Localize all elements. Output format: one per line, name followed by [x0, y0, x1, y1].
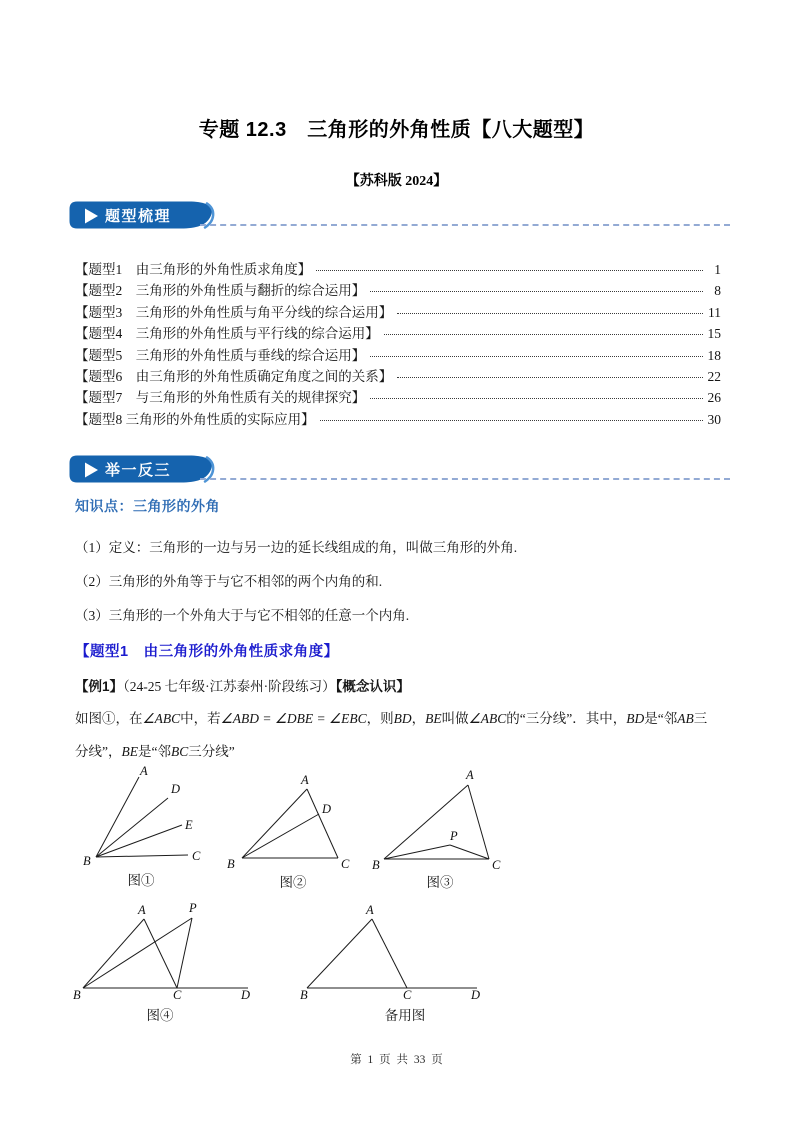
toc-page-number: 15 — [707, 326, 721, 342]
toc-item-label: 【题型8 三角形的外角性质的实际应用】 — [75, 411, 315, 427]
figure-1-angle-trisection — [78, 762, 208, 868]
toc-page-number: 26 — [707, 390, 721, 406]
example-tag: 【例1】 — [75, 679, 124, 694]
toc-item-label: 【题型6 由三角形的外角性质确定角度之间的关系】 — [75, 368, 393, 384]
page-subtitle: 【苏科版 2024】 — [345, 174, 448, 189]
figure-3-triangle-with-interior-point — [370, 763, 505, 873]
toc-page-number: 30 — [707, 411, 721, 427]
figure-2-triangle-with-cevian — [225, 765, 355, 873]
text-segment: BE — [425, 711, 442, 726]
dot-leader — [370, 356, 703, 357]
table-of-contents — [75, 258, 721, 429]
toc-item-label: 【题型3 三角形的外角性质与角平分线的综合运用】 — [75, 304, 393, 320]
toc-item-label: 【题型4 三角形的外角性质与平行线的综合运用】 — [75, 326, 379, 342]
text-segment: 如图①，在 — [75, 711, 143, 726]
dot-leader — [397, 313, 703, 314]
toc-page-number: 8 — [714, 283, 721, 299]
toc-page-number: 1 — [714, 262, 721, 277]
problem-text-line-2 — [75, 740, 235, 760]
vertex-label-C: C — [173, 988, 182, 1002]
dashed-divider — [200, 224, 730, 226]
dot-leader — [320, 420, 703, 421]
text-segment: ∠ABD = ∠DBE = ∠EBC — [220, 711, 367, 726]
toc-item-label: 【题型5 三角形的外角性质与垂线的综合运用】 — [75, 347, 366, 363]
vertex-label-B: B — [73, 988, 81, 1002]
toc-item-7[interactable] — [75, 386, 721, 407]
toc-page-number: 18 — [707, 347, 721, 363]
vertex-label-A: A — [466, 768, 474, 782]
toc-item-8[interactable] — [75, 408, 721, 429]
dot-leader — [384, 334, 703, 335]
vertex-label-D: D — [241, 988, 251, 1002]
toc-item-2[interactable] — [75, 279, 721, 300]
text-segment: ∠ABC — [468, 711, 507, 726]
toc-page-number: 22 — [707, 368, 721, 384]
text-segment: 是“邻 — [138, 744, 171, 759]
toc-item-5[interactable] — [75, 344, 721, 365]
text-segment: 三 — [693, 711, 708, 726]
knowledge-point-heading: 知识点：三角形的外角 — [75, 498, 220, 514]
banner-outline-label: 题型梳理 — [105, 208, 172, 225]
vertex-label-B: B — [372, 858, 380, 872]
figure-2-caption: 图② — [279, 875, 307, 890]
figure-4-caption: 图④ — [146, 1008, 174, 1023]
example-source: （24-25 七年级·江苏泰州·阶段练习） — [123, 679, 336, 694]
vertex-label-A: A — [301, 773, 309, 787]
knowledge-point-3: （3）三角形的一个外角大于与它不相邻的任意一个内角. — [75, 608, 410, 623]
text-segment: 的“三分线”．其中， — [506, 711, 627, 726]
vertex-label-A: A — [138, 903, 146, 917]
vertex-label-C: C — [403, 988, 412, 1002]
text-segment: 叫做 — [441, 711, 469, 726]
dashed-divider — [200, 478, 730, 480]
vertex-label-D: D — [322, 802, 332, 816]
section-heading: 【题型1 由三角形的外角性质求角度】 — [75, 644, 339, 660]
text-segment: ， — [411, 711, 426, 726]
banner-outline — [68, 200, 220, 230]
text-segment: 分线”， — [75, 744, 122, 759]
vertex-label-B: B — [300, 988, 308, 1002]
vertex-label-A: A — [366, 903, 374, 917]
toc-item-1[interactable] — [75, 258, 721, 279]
text-segment: 三分线” — [188, 744, 235, 759]
vertex-label-E: E — [185, 818, 193, 832]
toc-page-number: 11 — [708, 304, 721, 320]
vertex-label-D: D — [171, 782, 181, 796]
figure-5-caption: 备用图 — [384, 1008, 426, 1023]
example-subtag: 【概念认识】 — [335, 679, 410, 694]
page-number-footer: 第 1 页 共 33 页 — [350, 1054, 443, 1066]
example-header — [75, 675, 410, 695]
text-segment: BD — [626, 711, 645, 726]
vertex-label-B: B — [227, 857, 235, 871]
dot-leader — [316, 270, 703, 271]
text-segment: BE — [121, 744, 138, 759]
knowledge-point-2: （2）三角形的外角等于与它不相邻的两个内角的和. — [75, 574, 383, 589]
vertex-label-D: D — [471, 988, 481, 1002]
vertex-label-A: A — [140, 764, 148, 778]
vertex-label-P: P — [450, 829, 458, 843]
vertex-label-C: C — [341, 857, 350, 871]
text-segment: ，则 — [366, 711, 394, 726]
dot-leader — [370, 291, 703, 292]
problem-text-line-1 — [75, 707, 707, 727]
dot-leader — [397, 377, 703, 378]
page-title: 专题 12.3 三角形的外角性质【八大题型】 — [198, 119, 595, 141]
vertex-label-C: C — [492, 858, 501, 872]
banner-practice-label: 举一反三 — [105, 462, 172, 479]
toc-item-label: 【题型7 与三角形的外角性质有关的规律探究】 — [75, 390, 366, 406]
vertex-label-C: C — [192, 849, 201, 863]
toc-item-4[interactable] — [75, 322, 721, 343]
figure-3-caption: 图③ — [426, 875, 454, 890]
toc-item-6[interactable] — [75, 365, 721, 386]
toc-item-label: 【题型1 由三角形的外角性质求角度】 — [75, 262, 312, 277]
figure-5-spare-triangle — [295, 898, 490, 1002]
text-segment: ∠ABC — [142, 711, 181, 726]
dot-leader — [370, 398, 703, 399]
text-segment: 是“邻 — [644, 711, 678, 726]
text-segment: 中，若 — [180, 711, 221, 726]
knowledge-point-1: （1）定义：三角形的一边与另一边的延长线组成的角，叫做三角形的外角. — [75, 540, 518, 555]
text-segment: BC — [171, 744, 189, 759]
text-segment: AB — [677, 711, 694, 726]
toc-item-label: 【题型2 三角形的外角性质与翻折的综合运用】 — [75, 283, 366, 299]
vertex-label-B: B — [83, 854, 91, 868]
figure-1-caption: 图① — [127, 873, 155, 888]
figure-4-triangles-on-line — [62, 898, 257, 1002]
vertex-label-P: P — [189, 901, 197, 915]
toc-item-3[interactable] — [75, 301, 721, 322]
text-segment: BD — [393, 711, 412, 726]
banner-practice — [68, 454, 220, 484]
